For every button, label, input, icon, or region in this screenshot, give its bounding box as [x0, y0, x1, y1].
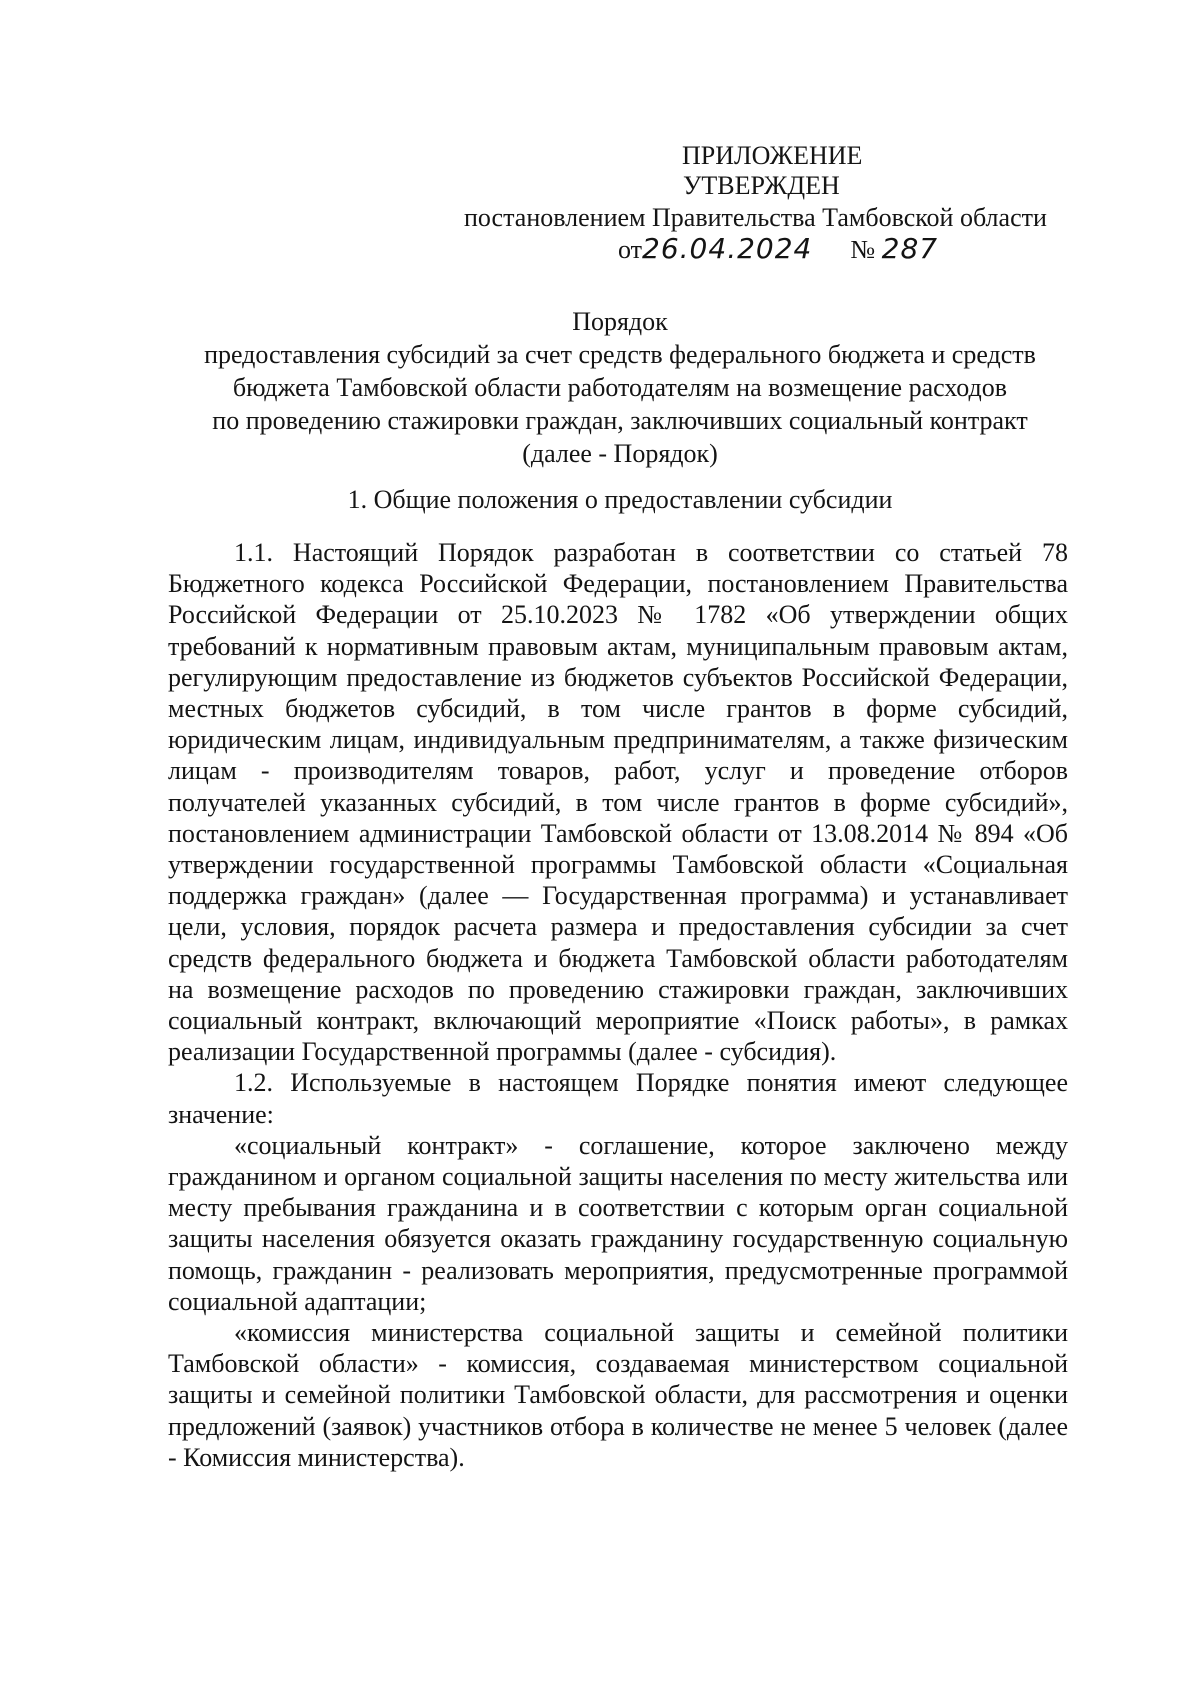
title-line-1: Порядок	[572, 307, 668, 336]
number-prefix: №	[850, 235, 876, 264]
paragraph-1-2: 1.2. Используемые в настоящем Порядке понятия имеют следующее значение:	[168, 1068, 1068, 1129]
title-line-2: предоставления субсидий за счет средств федерального бюджета и средств	[204, 340, 1036, 369]
approved-label: УТВЕРЖДЕН	[683, 171, 840, 200]
document-title	[160, 305, 1080, 470]
title-line-5: (далее - Порядок)	[522, 439, 718, 468]
handwritten-date: 26.04.2024	[642, 232, 813, 265]
date-prefix: от	[618, 235, 643, 264]
title-line-3: бюджета Тамбовской области работодателям на возмещение расходов	[232, 373, 1008, 402]
definition-social-contract: «социальный контракт» - соглашение, которое заключено между гражданином и органом социальной защиты населения по месту жительства или месту пребывания гражданина и в соответствии с которым орган социальной защиты населения обязуется оказать гражданину государственную социальную помощь, гражданин - реализовать мероприятия, предусмотренные программой социальной адаптации;	[168, 1130, 1068, 1316]
section-body	[168, 537, 1068, 1473]
paragraph-1-1: 1.1. Настоящий Порядок разработан в соответствии со статьей 78 Бюджетного кодекса Российской Федерации, постановлением Правительства Российской Федерации от 25.10.2023 № 1782 «Об утверждении общих требований к нормативным правовым актам, муниципальным правовым актам, регулирующим предоставление из бюджетов субъектов Российской Федерации, местных бюджетов субсидий, в том числе грантов в форме субсидий, юридическим лицам, индивидуальным предпринимателям, а также физическим лицам - производителям товаров, работ, услуг и проведение отборов получателей указанных субсидий, в том числе грантов в форме субсидий», постановлением администрации Тамбовской области от 13.08.2014 № 894 «Об утверждении государственной программы Тамбовской области «Социальная поддержка граждан» (далее — Государственная программа) и устанавливает цели, условия, порядок расчета размера и предоставления субсидии за счет средств федерального бюджета и бюджета Тамбовской области работодателям на возмещение расходов по проведению стажировки граждан, заключивших социальный контракт, включающий мероприятие «Поиск работы», в рамках реализации Государственной программы (далее - субсидия).	[168, 538, 1068, 1067]
decree-date-number	[618, 233, 938, 265]
appendix-label: ПРИЛОЖЕНИЕ	[682, 141, 863, 170]
definition-commission: «комиссия министерства социальной защиты и семейной политики Тамбовской области» - комиссия, создаваемая министерством социальной защиты и семейной политики Тамбовской области, для рассмотрения и оценки предложений (заявок) участников отбора в количестве не менее 5 человек (далее - Комиссия министерства).	[168, 1318, 1068, 1472]
title-line-4: по проведению стажировки граждан, заключивших социальный контракт	[212, 406, 1028, 435]
decree-reference: постановлением Правительства Тамбовской области	[464, 203, 1047, 232]
handwritten-number: 287	[881, 232, 939, 265]
section-heading: 1. Общие положения о предоставлении субсидии	[347, 485, 893, 514]
